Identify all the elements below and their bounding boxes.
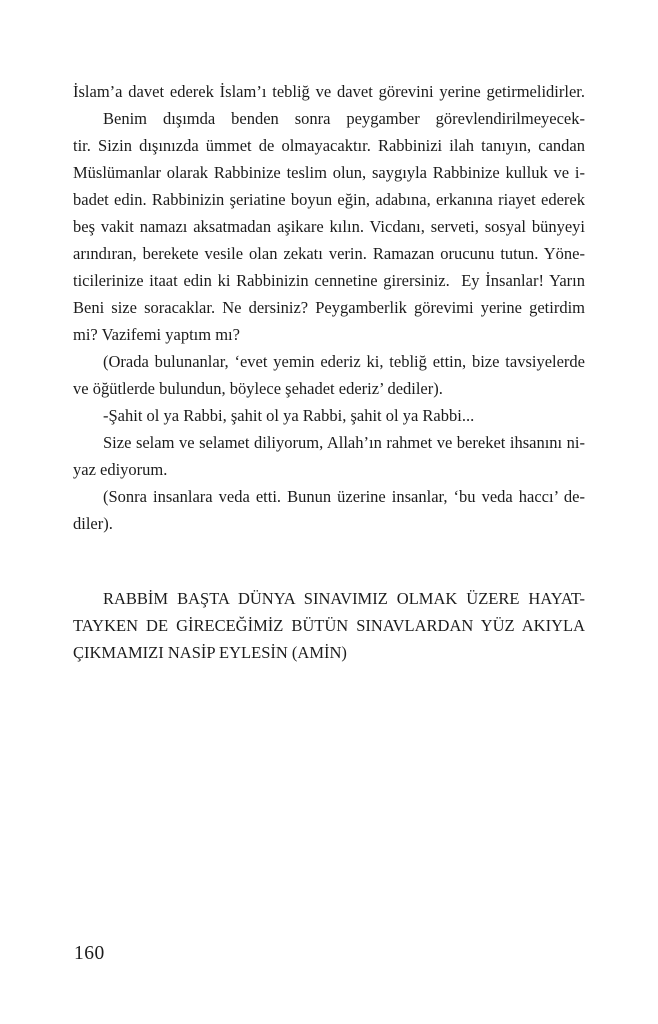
text-line: (Orada bulunanlar, ‘evet yemin ederiz ki, tebliğ ettin, bize tavsiyelerde [103, 352, 585, 371]
text-line: Benim dışımda benden sonra peygamber görevlendirilmeyecek- [103, 109, 585, 128]
body-text [73, 78, 585, 666]
paragraph [73, 429, 585, 483]
paragraph [73, 105, 585, 348]
text-line: ve öğütlerde bulundun, böylece şehadet ederiz’ dediler). [73, 379, 443, 398]
text-line: beş vakit namazı aksatmadan aşikare kılın. Vicdanı, serveti, sosyal bünyeyi [73, 217, 585, 236]
text-line: arındıran, berekete vesile olan zekatı verin. Ramazan orucunu tutun. Yöne- [73, 244, 585, 263]
paragraph [73, 402, 585, 429]
paragraph [73, 348, 585, 402]
text-line: ticilerinize itaat edin ki Rabbinizin cennetine girersiniz. Ey İnsanlar! Yarın [73, 271, 585, 290]
text-line: tir. Sizin dışınızda ümmet de olmayacaktır. Rabbinizi ilah tanıyın, candan [73, 136, 585, 155]
text-line: RABBİM BAŞTA DÜNYA SINAVIMIZ OLMAK ÜZERE HAYAT- [103, 589, 585, 608]
text-line: ÇIKMAMIZI NASİP EYLESİN (AMİN) [73, 643, 347, 662]
text-line: mi? Vazifemi yaptım mı? [73, 325, 240, 344]
text-line: diler). [73, 514, 113, 533]
paragraph [73, 78, 585, 105]
text-line: (Sonra insanlara veda etti. Bunun üzerine insanlar, ‘bu veda haccı’ de- [103, 487, 585, 506]
text-line: Beni size soracaklar. Ne dersiniz? Peygamberlik görevimi yerine getirdim [73, 298, 585, 317]
text-line: yaz ediyorum. [73, 460, 168, 479]
text-line: Müslümanlar olarak Rabbinize teslim olun, saygıyla Rabbinize kulluk ve i- [73, 163, 585, 182]
text-line: Size selam ve selamet diliyorum, Allah’ın rahmet ve bereket ihsanını ni- [103, 433, 585, 452]
text-line: badet edin. Rabbinizin şeriatine boyun eğin, adabına, erkanına riayet ederek [73, 190, 585, 209]
text-line: İslam’a davet ederek İslam’ı tebliğ ve davet görevini yerine getirmelidirler. [73, 82, 585, 101]
text-line: TAYKEN DE GİRECEĞİMİZ BÜTÜN SINAVLARDAN YÜZ AKIYLA [73, 616, 585, 635]
text-line: -Şahit ol ya Rabbi, şahit ol ya Rabbi, şahit ol ya Rabbi... [103, 406, 475, 425]
page-number: 160 [74, 943, 105, 964]
paragraph [73, 585, 585, 666]
paragraph [73, 483, 585, 537]
